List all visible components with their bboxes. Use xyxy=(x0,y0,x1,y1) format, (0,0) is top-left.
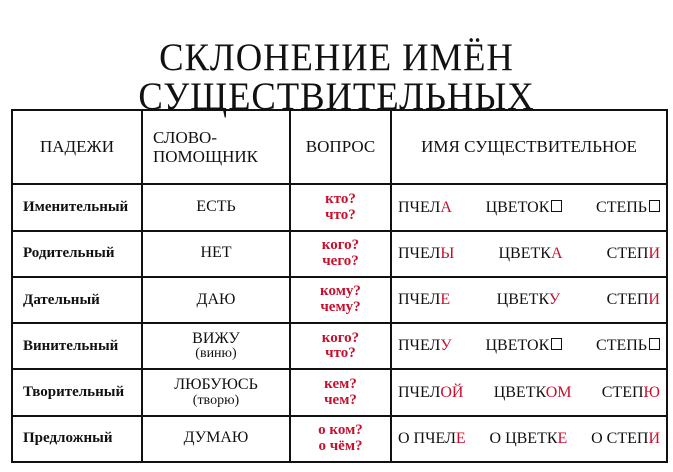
question-1: кого? xyxy=(321,329,360,346)
question-cell xyxy=(290,416,391,462)
noun-ending: У xyxy=(440,337,452,355)
noun-stem: ПЧЕЛ xyxy=(398,291,441,309)
noun-forms xyxy=(391,184,667,230)
noun-stem: СТЕП xyxy=(601,383,644,401)
question-2: чего? xyxy=(322,252,359,269)
noun-form xyxy=(494,384,572,402)
noun-form xyxy=(398,291,450,309)
header-helper-line1: СЛОВО- xyxy=(153,127,217,147)
question-2: чему? xyxy=(320,299,361,316)
noun-form xyxy=(596,199,660,217)
noun-forms xyxy=(391,416,667,462)
header-row xyxy=(12,110,667,184)
header-question: ВОПРОС xyxy=(290,110,391,184)
noun-stem: ЦВЕТОК xyxy=(485,198,550,216)
noun-ending: Е xyxy=(557,429,568,447)
noun-form xyxy=(498,245,562,263)
noun-form xyxy=(398,430,466,448)
question-2: о чём? xyxy=(318,437,363,454)
null-ending-box-icon xyxy=(649,200,660,212)
noun-stem: О ЦВЕТК xyxy=(489,429,558,447)
helper-word xyxy=(142,416,290,462)
null-ending-box-icon xyxy=(551,200,562,212)
noun-ending: ОЙ xyxy=(440,383,464,401)
header-case: ПАДЕЖИ xyxy=(12,110,142,184)
noun-form xyxy=(497,291,560,309)
noun-ending: Ы xyxy=(440,244,455,262)
noun-ending: Е xyxy=(455,429,466,447)
question-1: кто? xyxy=(325,190,356,207)
page-title: СКЛОНЕНИЕ ИМЁН СУЩЕСТВИТЕЛЬНЫХ xyxy=(138,36,535,118)
noun-forms xyxy=(391,277,667,323)
null-ending-box-icon xyxy=(551,338,562,350)
helper-word-main: НЕТ xyxy=(200,244,232,262)
question-2: что? xyxy=(325,345,356,362)
noun-stem: СТЕП xyxy=(606,244,649,262)
noun-ending: У xyxy=(548,291,561,309)
noun-ending: И xyxy=(648,291,660,309)
noun-ending: Е xyxy=(440,291,451,309)
noun-stem: ЦВЕТК xyxy=(496,291,549,309)
noun-form xyxy=(490,430,568,448)
noun-form xyxy=(398,337,452,355)
case-name: Винительный xyxy=(12,323,142,369)
table-row xyxy=(12,231,667,277)
noun-form xyxy=(486,199,563,217)
header-helper-line2: ПОМОЩНИК xyxy=(153,147,258,167)
noun-stem: СТЕПЬ xyxy=(596,337,647,355)
noun-stem: ПЧЕЛ xyxy=(398,198,441,216)
noun-stem: ПЧЕЛ xyxy=(398,244,441,262)
table-row xyxy=(12,369,667,415)
noun-ending: И xyxy=(648,429,660,447)
noun-form xyxy=(398,384,463,402)
case-name: Родительный xyxy=(12,231,142,277)
null-ending-box-icon xyxy=(649,338,660,350)
case-name: Творительный xyxy=(12,369,142,415)
question-cell xyxy=(290,277,391,323)
noun-form xyxy=(607,291,660,309)
helper-word xyxy=(142,184,290,230)
table-row xyxy=(12,323,667,369)
noun-stem: О СТЕП xyxy=(591,429,649,447)
question-1: кого? xyxy=(321,237,360,254)
noun-stem: ПЧЕЛ xyxy=(398,383,441,401)
helper-word-sub: (творю) xyxy=(192,392,240,408)
helper-word xyxy=(142,277,290,323)
noun-forms-list xyxy=(398,430,660,448)
noun-form xyxy=(607,245,660,263)
noun-ending: ОМ xyxy=(545,383,572,401)
helper-word-main: ЛЮБУЮСЬ xyxy=(174,375,258,393)
noun-stem: ПЧЕЛ xyxy=(398,337,441,355)
noun-stem: ЦВЕТОК xyxy=(485,337,550,355)
noun-stem: ЦВЕТК xyxy=(493,383,546,401)
helper-word xyxy=(142,323,290,369)
helper-word xyxy=(142,369,290,415)
declension-table xyxy=(11,109,668,463)
case-name: Предложный xyxy=(12,416,142,462)
case-name: Дательный xyxy=(12,277,142,323)
helper-word-main: ДАЮ xyxy=(196,290,236,308)
noun-form xyxy=(602,384,660,402)
noun-forms-list xyxy=(398,337,660,355)
noun-form xyxy=(398,245,454,263)
question-cell xyxy=(290,323,391,369)
helper-word-main: ДУМАЮ xyxy=(183,429,249,447)
noun-ending: Ю xyxy=(643,383,660,401)
noun-forms xyxy=(391,369,667,415)
noun-form xyxy=(591,430,660,448)
noun-forms-list xyxy=(398,384,660,402)
noun-forms xyxy=(391,231,667,277)
noun-forms-list xyxy=(398,291,660,309)
noun-stem: СТЕП xyxy=(606,291,649,309)
noun-ending: И xyxy=(648,244,660,262)
noun-form xyxy=(485,337,562,355)
header-noun: ИМЯ СУЩЕСТВИТЕЛЬНОЕ xyxy=(391,110,667,184)
table-row xyxy=(12,416,667,462)
noun-form xyxy=(596,337,660,355)
table-row xyxy=(12,184,667,230)
noun-ending: А xyxy=(550,244,563,262)
noun-stem: СТЕПЬ xyxy=(596,198,647,216)
question-1: кем? xyxy=(324,375,357,392)
question-1: кому? xyxy=(320,283,361,300)
question-cell xyxy=(290,231,391,277)
noun-stem: О ПЧЕЛ xyxy=(398,429,456,447)
noun-forms-list xyxy=(398,245,660,263)
question-2: чем? xyxy=(324,391,357,408)
question-cell xyxy=(290,369,391,415)
noun-forms xyxy=(391,323,667,369)
helper-word-sub: (виню) xyxy=(195,346,237,362)
question-cell xyxy=(290,184,391,230)
noun-stem: ЦВЕТК xyxy=(498,244,551,262)
helper-word-main: ЕСТЬ xyxy=(196,198,236,216)
header-helper xyxy=(142,110,290,184)
noun-ending: А xyxy=(440,198,452,216)
case-name: Именительный xyxy=(12,184,142,230)
helper-word-main: ВИЖУ xyxy=(192,329,240,347)
noun-forms-list xyxy=(398,199,660,217)
helper-word xyxy=(142,231,290,277)
question-2: что? xyxy=(325,206,356,223)
question-1: о ком? xyxy=(318,422,363,439)
noun-form xyxy=(398,199,452,217)
table-row xyxy=(12,277,667,323)
